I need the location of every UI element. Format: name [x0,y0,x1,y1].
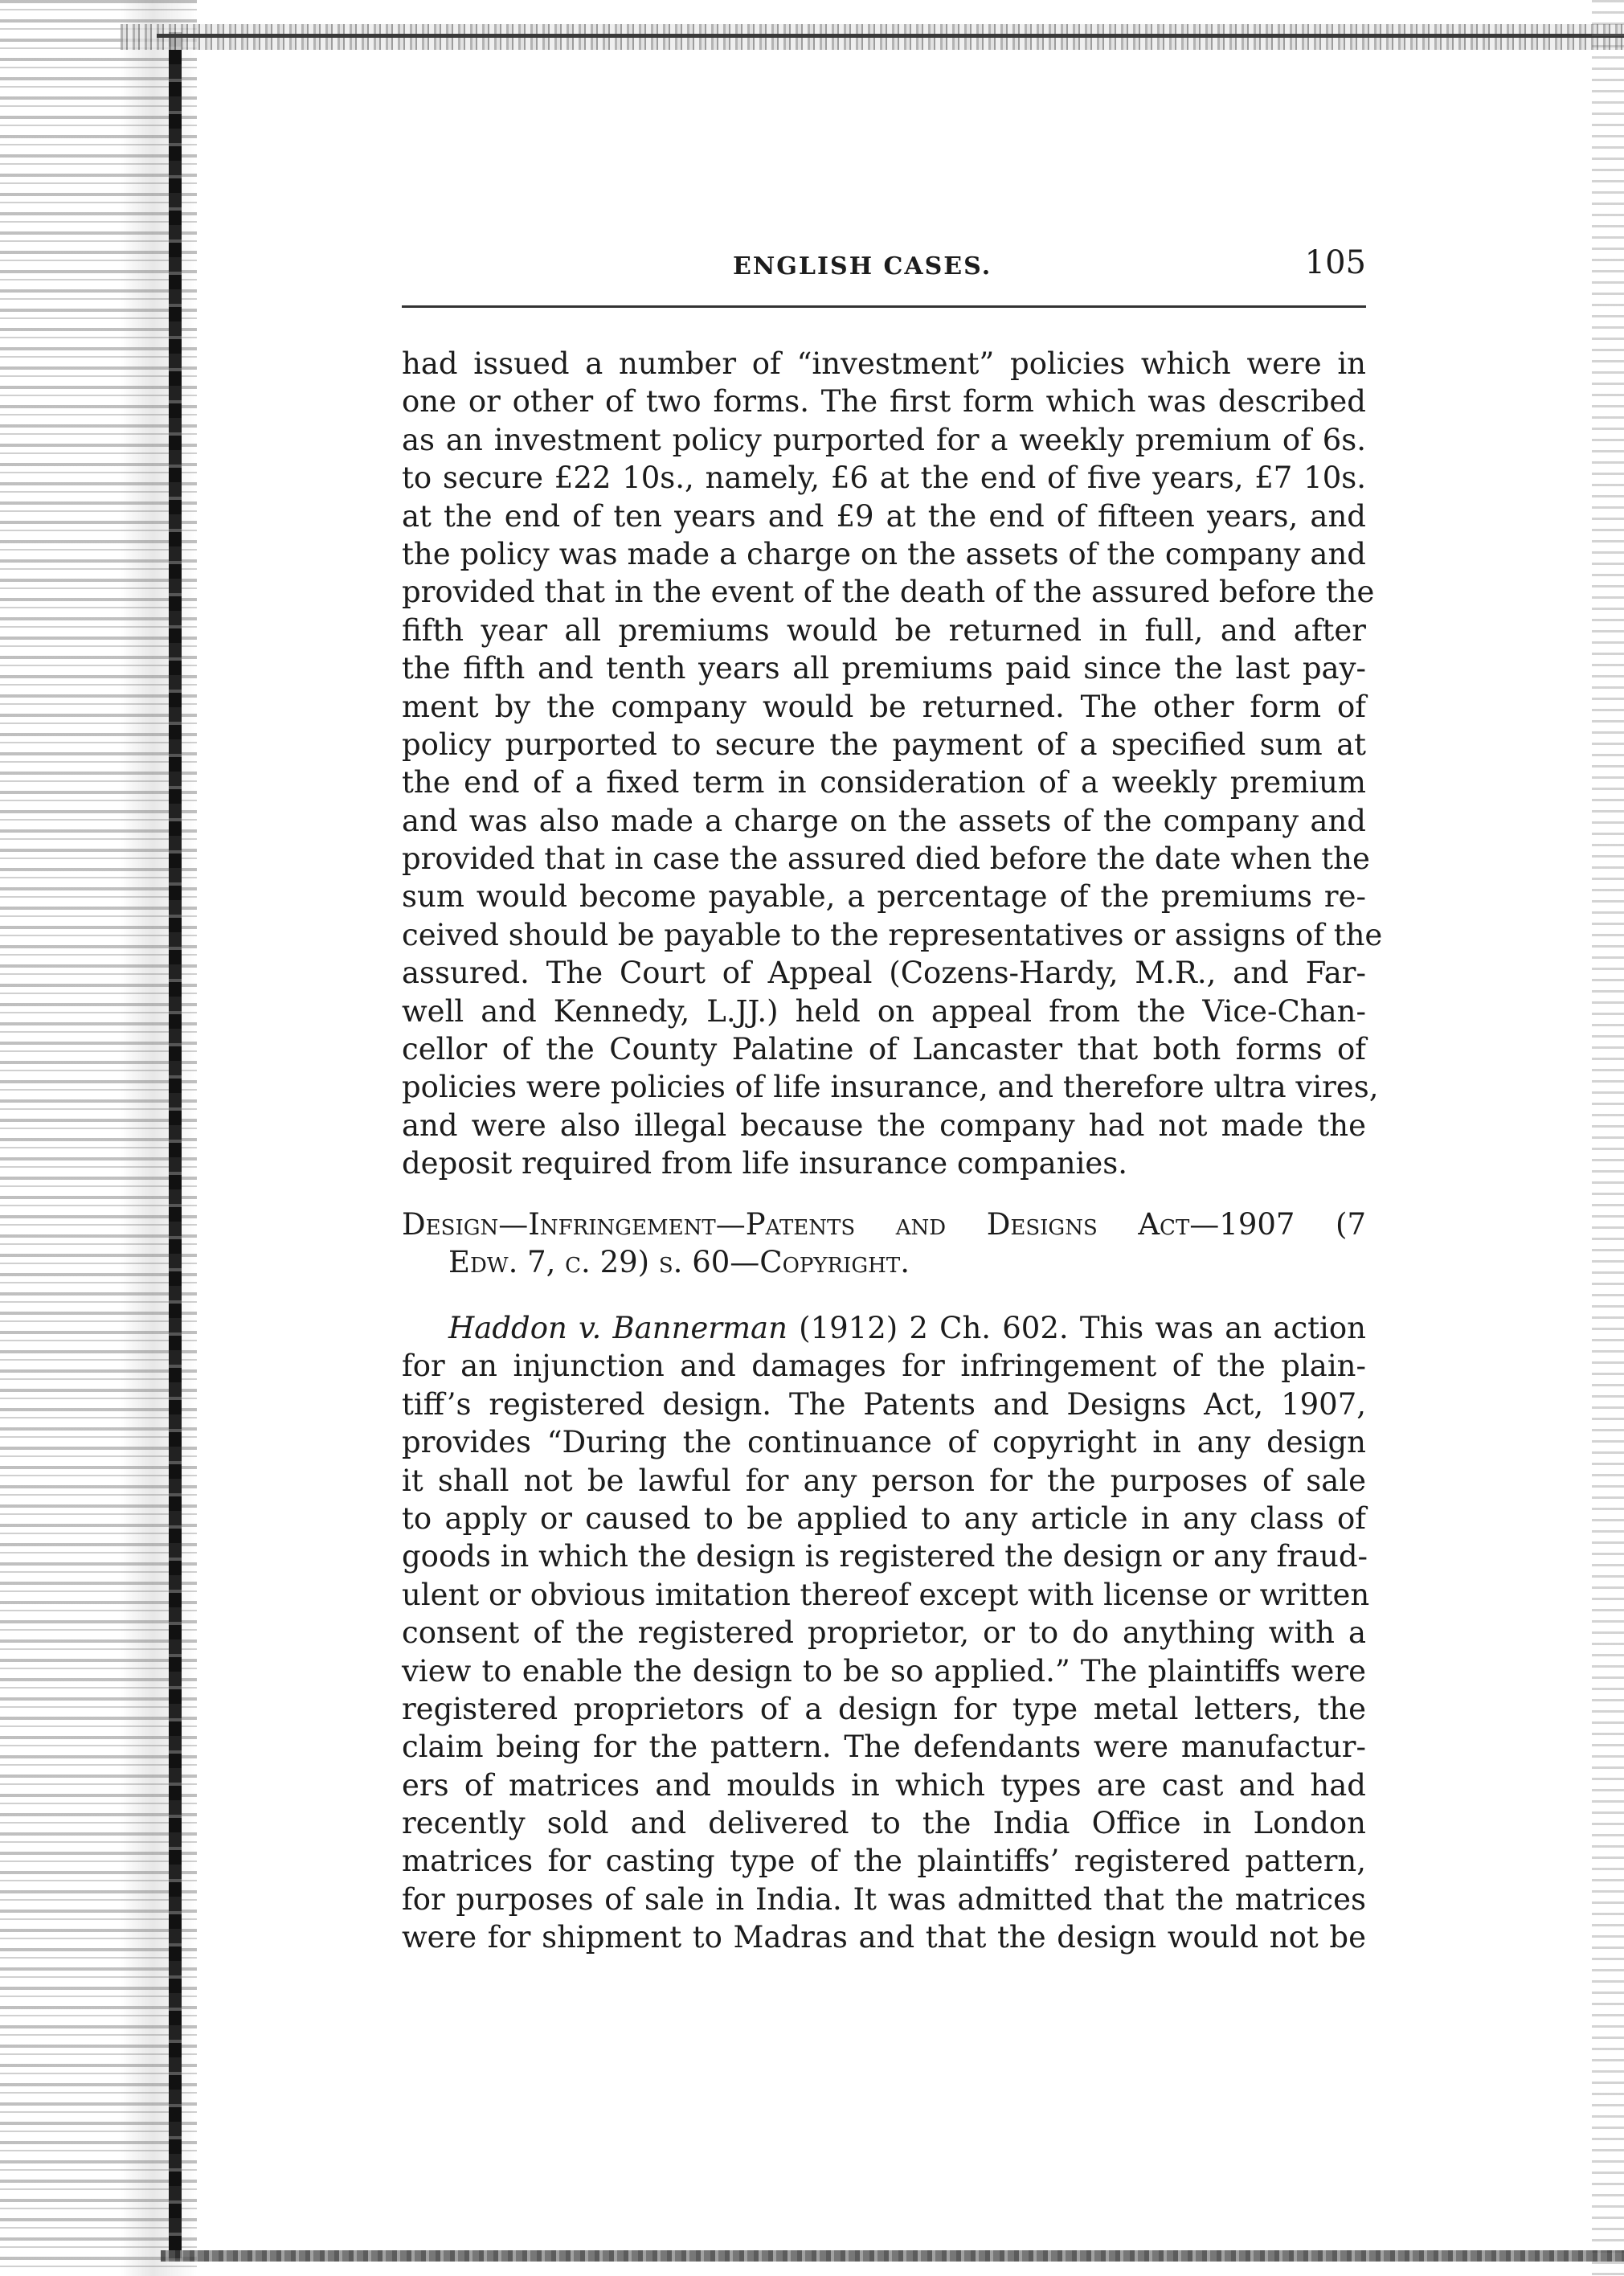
text-line: ceived should be payable to the representatives or assigns of the [402,917,1383,952]
scan-left-edge [169,32,182,2258]
case-citation: (1912) 2 Ch. 602. This was an action [787,1311,1366,1345]
text-line: at the end of ten years and £9 at the end of fifteen years, and [402,498,1366,534]
text-line: as an investment policy purported for a weekly premium of 6s. [402,422,1366,457]
text-line: policies were policies of life insurance, and therefore ultra vires, [402,1070,1379,1105]
running-head-title: ENGLISH CASES. [733,252,992,280]
running-head [402,241,1366,289]
text-line: ers of matrices and moulds in which types are cast and had [402,1767,1366,1803]
text-line: consent of the registered proprietor, or to do anything with a [402,1615,1366,1651]
text-line: ulent or obvious imitation thereof except with license or written [402,1577,1370,1612]
text-line: goods in which the design is registered the design or any fraud- [402,1539,1368,1574]
page-number: 105 [1304,244,1366,281]
text-line: policy purported to secure the payment of a specified sum at [402,727,1366,762]
scan-right-edge [1592,0,1624,2276]
text-line: to apply or caused to be applied to any article in any class of [402,1500,1366,1536]
heading-line: Design—Infringement—Patents and Designs Act—1907 (7 [402,1207,1366,1242]
header-rule [402,305,1366,308]
text-line: recently sold and delivered to the India Office in London [402,1806,1366,1841]
text-line-first [402,1309,1366,1347]
scan-left-shadow [0,0,197,2276]
text-line: well and Kennedy, L.JJ.) held on appeal from the Vice-Chan- [402,993,1366,1029]
text-line: provides “During the continuance of copyright in any design [402,1425,1366,1460]
text-line: to secure £22 10s., namely, £6 at the end of five years, £7 10s. [402,461,1366,496]
text-line: matrices for casting type of the plaintiffs’ registered pattern, [402,1844,1366,1879]
text-line: for purposes of sale in India. It was admitted that the matrices [402,1881,1366,1917]
text-line: registered proprietors of a design for type metal letters, the [402,1691,1366,1726]
scan-bottom-edge [161,2250,1624,2262]
text-line: view to enable the design to be so applied.” The plaintiffs were [402,1653,1366,1689]
text-line: the policy was made a charge on the assets of the company and [402,536,1366,571]
text-line: one or other of two forms. The first form which was described [402,384,1366,420]
text-line: and was also made a charge on the assets of the company and [402,803,1366,838]
text-line: fifth year all premiums would be returned in full, and after [402,612,1366,648]
text-line: the fifth and tenth years all premiums paid since the last pay- [402,651,1366,686]
text-line: and were also illegal because the company had not made the [402,1107,1366,1143]
case-name: Haddon v. Bannerman [448,1311,787,1345]
text-line: assured. The Court of Appeal (Cozens-Hardy, M.R., and Far- [402,956,1366,991]
text-line: claim being for the pattern. The defendants were manufactur- [402,1730,1366,1765]
heading-line: Edw. 7, c. 29) s. 60—Copyright. [448,1245,910,1279]
text-line: it shall not be lawful for any person for the purposes of sale [402,1463,1366,1498]
paragraph-haddon-v-bannerman [402,1309,1370,1957]
text-line: for an injunction and damages for infringement of the plain- [402,1349,1366,1384]
section-heading [402,1206,1366,1281]
text-line: deposit required from life insurance companies. [402,1146,1128,1181]
text-line: provided that in the event of the death of the assured before the [402,575,1375,610]
text-line: were for shipment to Madras and that the design would not be [402,1920,1366,1955]
scan-top-line [157,34,1624,38]
text-line: had issued a number of “investment” policies which were in [402,346,1366,381]
text-line: tiff’s registered design. The Patents and Designs Act, 1907, [402,1386,1366,1422]
text-line: provided that in case the assured died before the date when the [402,841,1370,877]
text-line: sum would become payable, a percentage of the premiums re- [402,879,1366,915]
text-line: the end of a fixed term in consideration of a weekly premium [402,765,1366,800]
text-line: cellor of the County Palatine of Lancaster that both forms of [402,1032,1366,1067]
text-line: ment by the company would be returned. The other form of [402,689,1366,724]
paragraph-investment-policies [402,345,1383,1183]
